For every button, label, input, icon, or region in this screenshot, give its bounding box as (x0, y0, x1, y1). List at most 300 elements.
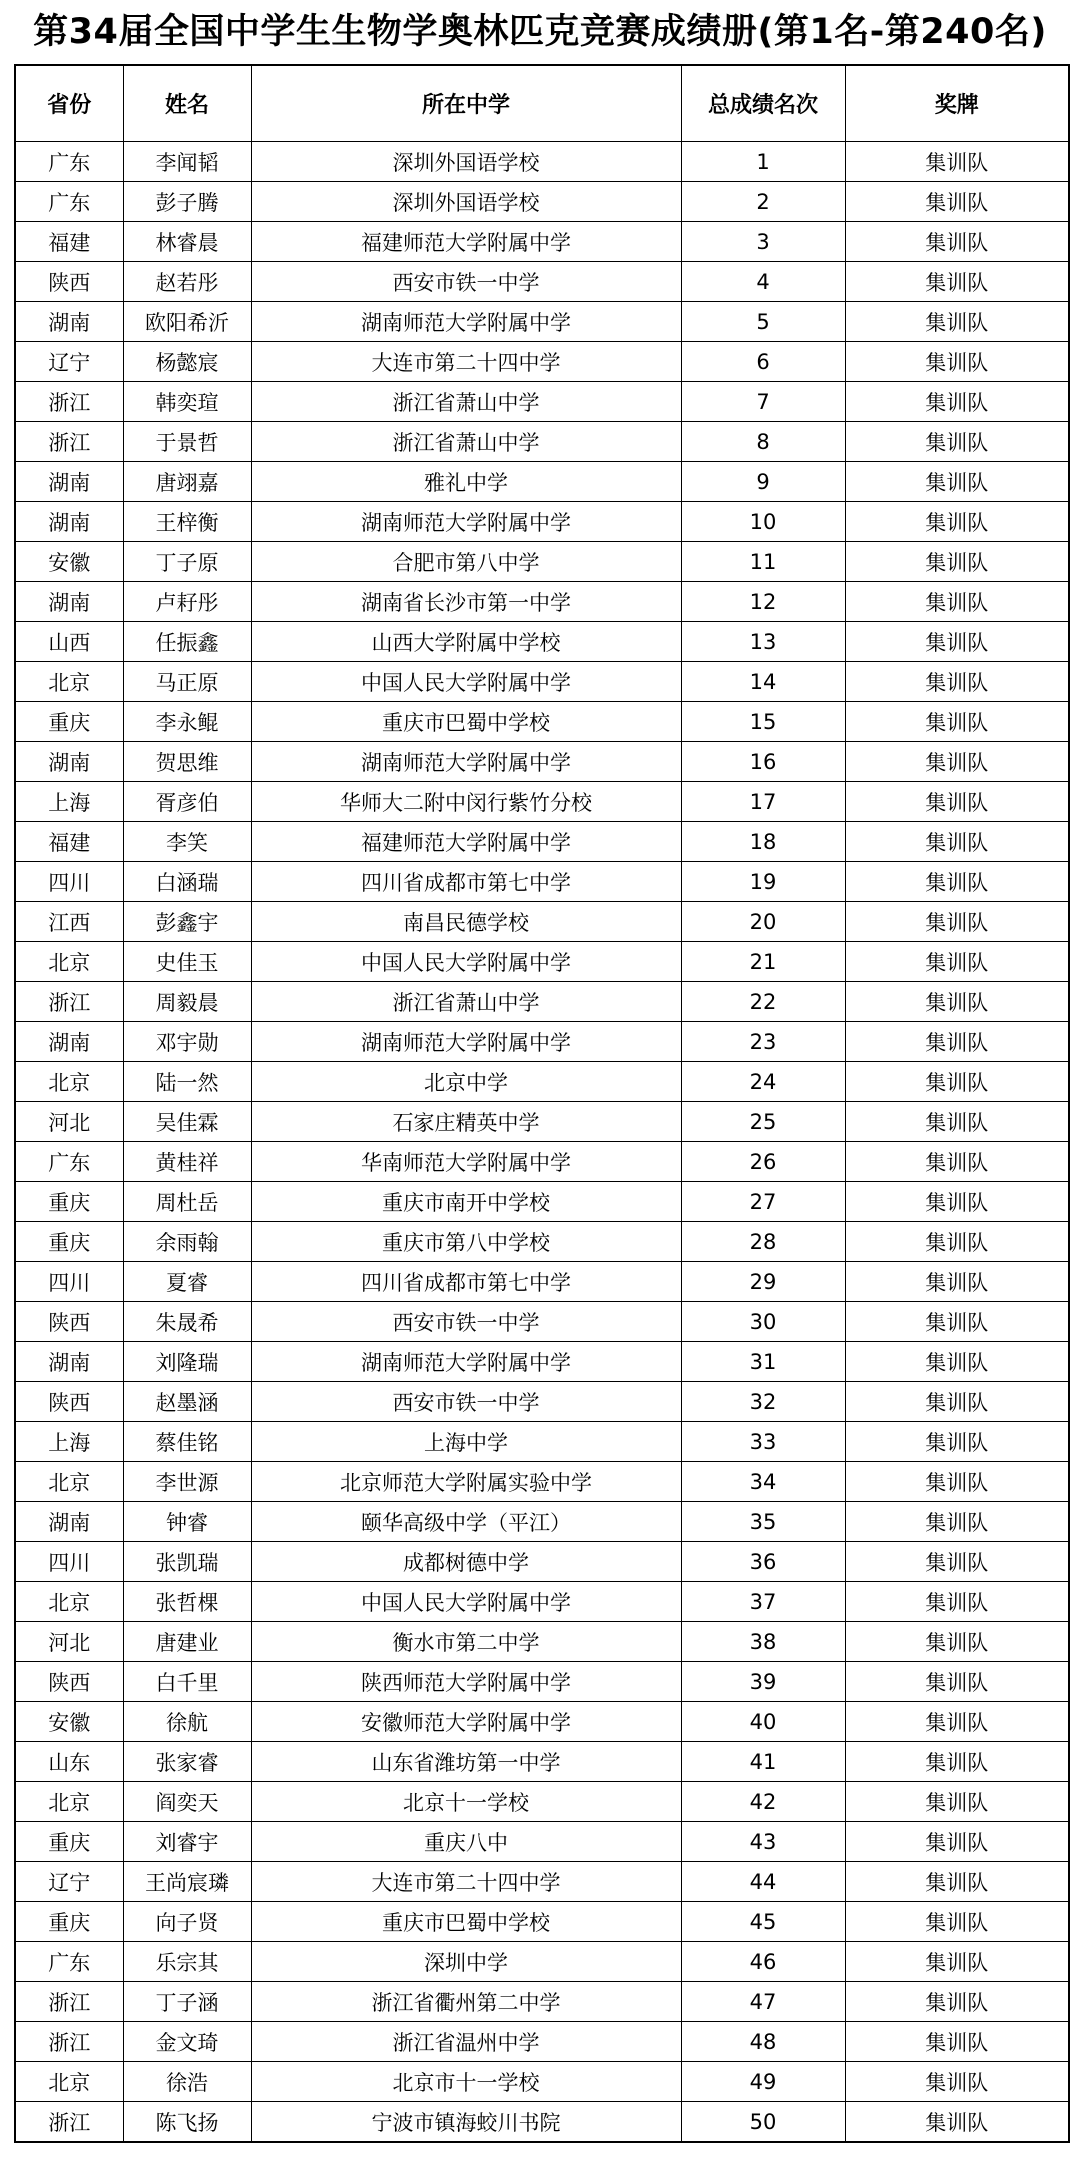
cell-rank: 21 (681, 942, 845, 982)
cell-name: 吴佳霖 (123, 1102, 251, 1142)
cell-award: 集训队 (845, 1582, 1069, 1622)
cell-name: 王尚宸璘 (123, 1862, 251, 1902)
cell-school: 华南师范大学附属中学 (251, 1142, 681, 1182)
cell-province: 广东 (15, 182, 123, 222)
table-header (15, 65, 1069, 142)
cell-name: 彭子腾 (123, 182, 251, 222)
cell-rank: 22 (681, 982, 845, 1022)
cell-rank: 45 (681, 1902, 845, 1942)
cell-school: 重庆市巴蜀中学校 (251, 702, 681, 742)
cell-province: 上海 (15, 1422, 123, 1462)
cell-award: 集训队 (845, 1622, 1069, 1662)
cell-award: 集训队 (845, 1142, 1069, 1182)
cell-rank: 6 (681, 342, 845, 382)
cell-name: 邓宇勋 (123, 1022, 251, 1062)
cell-rank: 46 (681, 1942, 845, 1982)
cell-award: 集训队 (845, 1022, 1069, 1062)
cell-school: 陕西师范大学附属中学 (251, 1662, 681, 1702)
cell-province: 重庆 (15, 1822, 123, 1862)
cell-province: 四川 (15, 1262, 123, 1302)
cell-province: 福建 (15, 222, 123, 262)
cell-award: 集训队 (845, 702, 1069, 742)
header-rank: 总成绩名次 (681, 65, 845, 142)
cell-rank: 17 (681, 782, 845, 822)
cell-name: 李永鲲 (123, 702, 251, 742)
table-row (15, 1062, 1069, 1102)
cell-province: 重庆 (15, 1222, 123, 1262)
cell-name: 阎奕天 (123, 1782, 251, 1822)
cell-name: 贺思维 (123, 742, 251, 782)
cell-rank: 34 (681, 1462, 845, 1502)
cell-award: 集训队 (845, 182, 1069, 222)
cell-award: 集训队 (845, 1902, 1069, 1942)
cell-school: 成都树德中学 (251, 1542, 681, 1582)
cell-award: 集训队 (845, 382, 1069, 422)
cell-name: 唐建业 (123, 1622, 251, 1662)
cell-school: 深圳外国语学校 (251, 182, 681, 222)
cell-award: 集训队 (845, 2102, 1069, 2143)
cell-name: 李世源 (123, 1462, 251, 1502)
cell-province: 湖南 (15, 1022, 123, 1062)
table-body (15, 142, 1069, 2143)
cell-rank: 39 (681, 1662, 845, 1702)
cell-school: 重庆市南开中学校 (251, 1182, 681, 1222)
cell-province: 湖南 (15, 1342, 123, 1382)
cell-school: 重庆市巴蜀中学校 (251, 1902, 681, 1942)
cell-school: 中国人民大学附属中学 (251, 1582, 681, 1622)
cell-award: 集训队 (845, 1182, 1069, 1222)
cell-award: 集训队 (845, 1862, 1069, 1902)
cell-school: 雅礼中学 (251, 462, 681, 502)
cell-school: 浙江省衢州第二中学 (251, 1982, 681, 2022)
table-row (15, 1902, 1069, 1942)
cell-province: 湖南 (15, 462, 123, 502)
cell-award: 集训队 (845, 542, 1069, 582)
cell-rank: 35 (681, 1502, 845, 1542)
cell-rank: 18 (681, 822, 845, 862)
cell-school: 南昌民德学校 (251, 902, 681, 942)
cell-award: 集训队 (845, 742, 1069, 782)
cell-rank: 13 (681, 622, 845, 662)
cell-name: 彭鑫宇 (123, 902, 251, 942)
cell-rank: 27 (681, 1182, 845, 1222)
cell-award: 集训队 (845, 262, 1069, 302)
cell-school: 湖南师范大学附属中学 (251, 302, 681, 342)
cell-award: 集训队 (845, 342, 1069, 382)
cell-name: 白千里 (123, 1662, 251, 1702)
cell-rank: 10 (681, 502, 845, 542)
cell-school: 福建师范大学附属中学 (251, 222, 681, 262)
table-row (15, 1862, 1069, 1902)
header-name: 姓名 (123, 65, 251, 142)
cell-school: 浙江省萧山中学 (251, 422, 681, 462)
table-row (15, 462, 1069, 502)
cell-province: 陕西 (15, 1662, 123, 1702)
cell-school: 重庆市第八中学校 (251, 1222, 681, 1262)
table-row (15, 1542, 1069, 1582)
cell-rank: 8 (681, 422, 845, 462)
table-row (15, 1262, 1069, 1302)
table-row (15, 1622, 1069, 1662)
cell-province: 北京 (15, 1062, 123, 1102)
cell-province: 广东 (15, 1142, 123, 1182)
cell-award: 集训队 (845, 1502, 1069, 1542)
cell-province: 上海 (15, 782, 123, 822)
table-row (15, 622, 1069, 662)
cell-province: 河北 (15, 1102, 123, 1142)
cell-name: 韩奕瑄 (123, 382, 251, 422)
cell-province: 陕西 (15, 262, 123, 302)
cell-rank: 29 (681, 1262, 845, 1302)
cell-name: 马正原 (123, 662, 251, 702)
cell-school: 深圳中学 (251, 1942, 681, 1982)
cell-rank: 48 (681, 2022, 845, 2062)
cell-school: 中国人民大学附属中学 (251, 942, 681, 982)
cell-school: 北京市十一学校 (251, 2062, 681, 2102)
cell-award: 集训队 (845, 902, 1069, 942)
cell-award: 集训队 (845, 1662, 1069, 1702)
cell-award: 集训队 (845, 222, 1069, 262)
table-row (15, 2102, 1069, 2143)
cell-rank: 7 (681, 382, 845, 422)
cell-award: 集训队 (845, 942, 1069, 982)
cell-award: 集训队 (845, 1702, 1069, 1742)
cell-name: 杨懿宸 (123, 342, 251, 382)
cell-award: 集训队 (845, 502, 1069, 542)
table-row (15, 742, 1069, 782)
score-table (14, 64, 1070, 2143)
page-title: 第34届全国中学生生物学奥林匹克竞赛成绩册(第1名-第240名) (33, 12, 1047, 52)
cell-rank: 9 (681, 462, 845, 502)
cell-school: 重庆八中 (251, 1822, 681, 1862)
table-row (15, 782, 1069, 822)
table-row (15, 1662, 1069, 1702)
cell-province: 四川 (15, 1542, 123, 1582)
cell-name: 陈飞扬 (123, 2102, 251, 2143)
cell-province: 北京 (15, 2062, 123, 2102)
table-row (15, 1742, 1069, 1782)
table-row (15, 1142, 1069, 1182)
cell-province: 北京 (15, 942, 123, 982)
cell-province: 湖南 (15, 1502, 123, 1542)
cell-name: 白涵瑞 (123, 862, 251, 902)
cell-province: 重庆 (15, 702, 123, 742)
cell-award: 集训队 (845, 422, 1069, 462)
table-row (15, 1582, 1069, 1622)
cell-name: 周毅晨 (123, 982, 251, 1022)
cell-rank: 43 (681, 1822, 845, 1862)
cell-name: 任振鑫 (123, 622, 251, 662)
header-province: 省份 (15, 65, 123, 142)
table-row (15, 1422, 1069, 1462)
cell-province: 湖南 (15, 582, 123, 622)
cell-name: 林睿晨 (123, 222, 251, 262)
cell-school: 北京师范大学附属实验中学 (251, 1462, 681, 1502)
cell-province: 北京 (15, 1462, 123, 1502)
table-row (15, 502, 1069, 542)
cell-award: 集训队 (845, 462, 1069, 502)
cell-rank: 40 (681, 1702, 845, 1742)
cell-rank: 26 (681, 1142, 845, 1182)
header-award: 奖牌 (845, 65, 1069, 142)
cell-rank: 42 (681, 1782, 845, 1822)
cell-name: 蔡佳铭 (123, 1422, 251, 1462)
cell-rank: 14 (681, 662, 845, 702)
cell-name: 钟睿 (123, 1502, 251, 1542)
cell-school: 西安市铁一中学 (251, 262, 681, 302)
cell-name: 史佳玉 (123, 942, 251, 982)
cell-name: 丁子原 (123, 542, 251, 582)
cell-name: 周杜岳 (123, 1182, 251, 1222)
cell-award: 集训队 (845, 582, 1069, 622)
cell-rank: 50 (681, 2102, 845, 2143)
cell-name: 赵墨涵 (123, 1382, 251, 1422)
cell-name: 李笑 (123, 822, 251, 862)
table-row (15, 982, 1069, 1022)
cell-name: 余雨翰 (123, 1222, 251, 1262)
cell-province: 浙江 (15, 422, 123, 462)
header-row (15, 65, 1069, 142)
cell-school: 北京十一学校 (251, 1782, 681, 1822)
cell-province: 福建 (15, 822, 123, 862)
cell-province: 浙江 (15, 2022, 123, 2062)
cell-rank: 3 (681, 222, 845, 262)
cell-province: 湖南 (15, 742, 123, 782)
cell-province: 广东 (15, 142, 123, 182)
cell-rank: 5 (681, 302, 845, 342)
cell-rank: 38 (681, 1622, 845, 1662)
cell-rank: 36 (681, 1542, 845, 1582)
cell-award: 集训队 (845, 1262, 1069, 1302)
cell-name: 张哲棵 (123, 1582, 251, 1622)
table-row (15, 542, 1069, 582)
cell-province: 湖南 (15, 502, 123, 542)
table-row (15, 422, 1069, 462)
cell-school: 福建师范大学附属中学 (251, 822, 681, 862)
table-row (15, 1022, 1069, 1062)
cell-name: 胥彦伯 (123, 782, 251, 822)
cell-school: 安徽师范大学附属中学 (251, 1702, 681, 1742)
cell-name: 于景哲 (123, 422, 251, 462)
cell-school: 西安市铁一中学 (251, 1382, 681, 1422)
cell-rank: 32 (681, 1382, 845, 1422)
table-row (15, 342, 1069, 382)
cell-award: 集训队 (845, 1062, 1069, 1102)
header-school: 所在中学 (251, 65, 681, 142)
cell-rank: 41 (681, 1742, 845, 1782)
cell-award: 集训队 (845, 1222, 1069, 1262)
cell-province: 北京 (15, 1582, 123, 1622)
table-row (15, 1822, 1069, 1862)
table-row (15, 942, 1069, 982)
table-row (15, 862, 1069, 902)
cell-name: 夏睿 (123, 1262, 251, 1302)
cell-name: 唐翊嘉 (123, 462, 251, 502)
table-row (15, 1942, 1069, 1982)
cell-award: 集训队 (845, 822, 1069, 862)
cell-school: 山东省潍坊第一中学 (251, 1742, 681, 1782)
table-row (15, 1182, 1069, 1222)
cell-award: 集训队 (845, 622, 1069, 662)
cell-name: 张凯瑞 (123, 1542, 251, 1582)
cell-rank: 44 (681, 1862, 845, 1902)
cell-rank: 25 (681, 1102, 845, 1142)
cell-name: 刘隆瑞 (123, 1342, 251, 1382)
cell-school: 四川省成都市第七中学 (251, 1262, 681, 1302)
cell-rank: 28 (681, 1222, 845, 1262)
cell-school: 颐华高级中学（平江） (251, 1502, 681, 1542)
cell-rank: 15 (681, 702, 845, 742)
cell-school: 深圳外国语学校 (251, 142, 681, 182)
cell-award: 集训队 (845, 1982, 1069, 2022)
cell-school: 四川省成都市第七中学 (251, 862, 681, 902)
table-row (15, 662, 1069, 702)
table-row (15, 1302, 1069, 1342)
table-row (15, 222, 1069, 262)
cell-name: 金文琦 (123, 2022, 251, 2062)
cell-rank: 1 (681, 142, 845, 182)
cell-province: 陕西 (15, 1382, 123, 1422)
cell-name: 陆一然 (123, 1062, 251, 1102)
cell-name: 丁子涵 (123, 1982, 251, 2022)
table-row (15, 582, 1069, 622)
table-row (15, 142, 1069, 182)
cell-name: 徐浩 (123, 2062, 251, 2102)
cell-school: 大连市第二十四中学 (251, 342, 681, 382)
cell-name: 刘睿宇 (123, 1822, 251, 1862)
cell-name: 徐航 (123, 1702, 251, 1742)
cell-award: 集训队 (845, 1782, 1069, 1822)
cell-province: 安徽 (15, 1702, 123, 1742)
cell-rank: 16 (681, 742, 845, 782)
cell-rank: 19 (681, 862, 845, 902)
cell-award: 集训队 (845, 2062, 1069, 2102)
cell-province: 陕西 (15, 1302, 123, 1342)
table-row (15, 182, 1069, 222)
cell-school: 石家庄精英中学 (251, 1102, 681, 1142)
cell-rank: 12 (681, 582, 845, 622)
cell-rank: 4 (681, 262, 845, 302)
cell-school: 北京中学 (251, 1062, 681, 1102)
cell-school: 浙江省温州中学 (251, 2022, 681, 2062)
cell-award: 集训队 (845, 1542, 1069, 1582)
cell-province: 江西 (15, 902, 123, 942)
cell-province: 浙江 (15, 1982, 123, 2022)
table-row (15, 702, 1069, 742)
cell-award: 集训队 (845, 1342, 1069, 1382)
cell-province: 辽宁 (15, 1862, 123, 1902)
cell-rank: 24 (681, 1062, 845, 1102)
table-row (15, 1702, 1069, 1742)
cell-province: 河北 (15, 1622, 123, 1662)
cell-award: 集训队 (845, 1942, 1069, 1982)
table-row (15, 1982, 1069, 2022)
cell-award: 集训队 (845, 1742, 1069, 1782)
cell-name: 欧阳希沂 (123, 302, 251, 342)
table-row (15, 1102, 1069, 1142)
cell-school: 衡水市第二中学 (251, 1622, 681, 1662)
cell-rank: 30 (681, 1302, 845, 1342)
cell-school: 湖南师范大学附属中学 (251, 1342, 681, 1382)
cell-award: 集训队 (845, 1422, 1069, 1462)
cell-school: 合肥市第八中学 (251, 542, 681, 582)
cell-province: 北京 (15, 662, 123, 702)
cell-name: 卢耔彤 (123, 582, 251, 622)
cell-province: 重庆 (15, 1182, 123, 1222)
table-row (15, 2022, 1069, 2062)
cell-province: 重庆 (15, 1902, 123, 1942)
cell-rank: 31 (681, 1342, 845, 1382)
cell-province: 安徽 (15, 542, 123, 582)
cell-award: 集训队 (845, 1822, 1069, 1862)
cell-award: 集训队 (845, 782, 1069, 822)
cell-school: 湖南师范大学附属中学 (251, 742, 681, 782)
cell-name: 黄桂祥 (123, 1142, 251, 1182)
cell-school: 湖南师范大学附属中学 (251, 1022, 681, 1062)
cell-rank: 37 (681, 1582, 845, 1622)
cell-name: 赵若彤 (123, 262, 251, 302)
cell-name: 乐宗其 (123, 1942, 251, 1982)
cell-school: 西安市铁一中学 (251, 1302, 681, 1342)
table-row (15, 2062, 1069, 2102)
cell-name: 朱晟希 (123, 1302, 251, 1342)
table-row (15, 1382, 1069, 1422)
cell-school: 浙江省萧山中学 (251, 982, 681, 1022)
cell-rank: 47 (681, 1982, 845, 2022)
cell-rank: 2 (681, 182, 845, 222)
table-row (15, 902, 1069, 942)
cell-school: 上海中学 (251, 1422, 681, 1462)
cell-award: 集训队 (845, 662, 1069, 702)
cell-province: 辽宁 (15, 342, 123, 382)
cell-award: 集训队 (845, 2022, 1069, 2062)
cell-province: 浙江 (15, 382, 123, 422)
cell-award: 集训队 (845, 1302, 1069, 1342)
cell-rank: 49 (681, 2062, 845, 2102)
table-row (15, 1462, 1069, 1502)
cell-school: 山西大学附属中学校 (251, 622, 681, 662)
cell-province: 湖南 (15, 302, 123, 342)
table-row (15, 822, 1069, 862)
cell-school: 宁波市镇海蛟川书院 (251, 2102, 681, 2143)
table-row (15, 1782, 1069, 1822)
cell-school: 华师大二附中闵行紫竹分校 (251, 782, 681, 822)
cell-province: 浙江 (15, 2102, 123, 2143)
cell-province: 北京 (15, 1782, 123, 1822)
cell-award: 集训队 (845, 1102, 1069, 1142)
cell-province: 山东 (15, 1742, 123, 1782)
cell-name: 王梓衡 (123, 502, 251, 542)
cell-province: 浙江 (15, 982, 123, 1022)
cell-school: 中国人民大学附属中学 (251, 662, 681, 702)
cell-school: 浙江省萧山中学 (251, 382, 681, 422)
table-row (15, 382, 1069, 422)
cell-school: 湖南省长沙市第一中学 (251, 582, 681, 622)
cell-award: 集训队 (845, 142, 1069, 182)
cell-province: 山西 (15, 622, 123, 662)
cell-award: 集训队 (845, 1462, 1069, 1502)
cell-rank: 33 (681, 1422, 845, 1462)
table-row (15, 302, 1069, 342)
table-row (15, 1502, 1069, 1542)
cell-name: 向子贤 (123, 1902, 251, 1942)
cell-province: 四川 (15, 862, 123, 902)
table-row (15, 262, 1069, 302)
cell-rank: 20 (681, 902, 845, 942)
cell-award: 集训队 (845, 982, 1069, 1022)
cell-award: 集训队 (845, 1382, 1069, 1422)
cell-school: 湖南师范大学附属中学 (251, 502, 681, 542)
